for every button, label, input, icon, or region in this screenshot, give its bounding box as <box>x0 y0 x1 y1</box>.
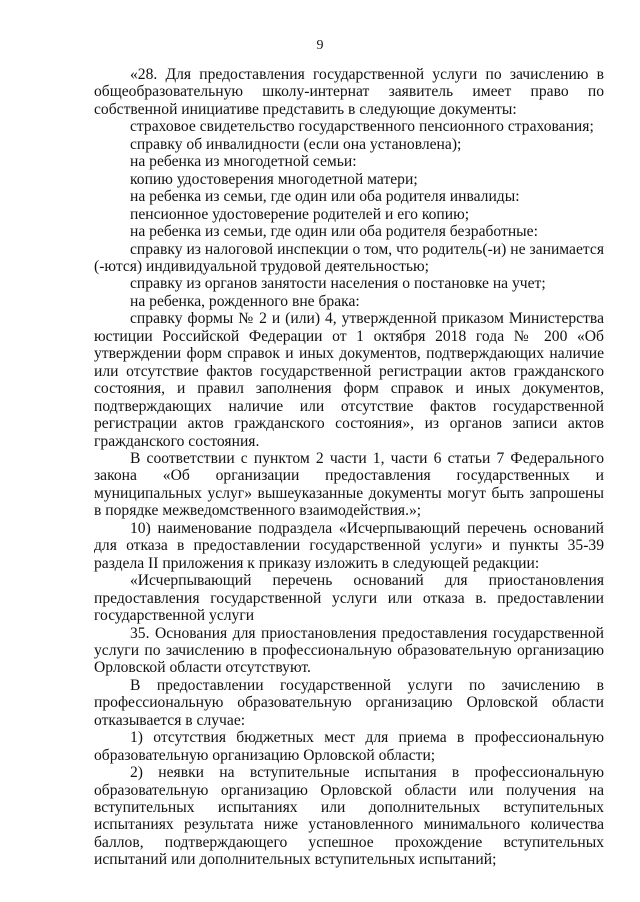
list-item: на ребенка из семьи, где один или оба родителя инвалиды: <box>130 188 520 206</box>
list-item: на ребенка из многодетной семьи: <box>130 153 357 171</box>
paragraph-28: «28. Для предоставления государственной услуги по зачислению в общеобразовательную школу-интернат заявитель имеет право по собственной инициативе представить в следующие документы: <box>94 66 604 118</box>
paragraph-35: 35. Основания для приостановления предоставления государственной услуги по зачислению в профессиональную образовательную организацию Орловской области отсутствуют. <box>94 624 604 677</box>
list-item: на ребенка, рожденного вне брака: <box>130 292 360 310</box>
paragraph: В предоставлении государственной услуги по зачислению в профессиональную образовательную организацию Орловской области отказывается в случае: <box>94 676 604 729</box>
list-item: страховое свидетельство государственного пенсионного страхования; <box>130 118 594 136</box>
list-item: 2) неявки на вступительные испытания в профессиональную образовательную организацию Орловской области или получения на вступительных испытаниях или дополнительных вступительных испытаниях результата ниже установленного минимального количества баллов, подтверждающего успешное прохождение вступительных испытаний или дополнительных вступительных испытаний; <box>94 764 604 869</box>
list-item: 1) отсутствия бюджетных мест для приема в профессиональную образовательную организацию Орловской области; <box>94 729 604 764</box>
list-item: копию удостоверения многодетной матери; <box>130 170 418 188</box>
paragraph: В соответствии с пунктом 2 части 1, части 6 статьи 7 Федерального закона «Об организации предоставления государственных и муниципальных услуг» вышеуказанные документы могут быть запрошены в порядке межведомственного взаимодействия.»; <box>94 449 604 520</box>
list-item: справку формы № 2 и (или) 4, утвержденной приказом Министерства юстиции Российской Федерации от 1 октября 2018 года № 200 «Об утверждении форм справок и иных документов, подтверждающих наличие или отсутствие фактов государственной регистрации актов гражданского состояния, и правил заполнения форм справок и иных документов, подтверждающих наличие или отсутствие фактов государственной регистрации актов гражданского состояния», из органов записи актов гражданского состояния. <box>94 310 604 450</box>
page-number: 9 <box>316 38 324 53</box>
list-item: справку из налоговой инспекции о том, что родитель(-и) не занимается (-ются) индивидуальной трудовой деятельностью; <box>94 240 604 275</box>
list-item: справку из органов занятости населения о постановке на учет; <box>130 275 546 293</box>
paragraph: 10) наименование подраздела «Исчерпывающий перечень оснований для отказа в предоставлении государственной услуги» и пункты 35-39 раздела II приложения к приказу изложить в следующей редакции: <box>94 519 604 572</box>
list-item: справку об инвалидности (если она установлена); <box>130 135 462 153</box>
list-item: пенсионное удостоверение родителей и его копию; <box>130 205 470 223</box>
list-item: на ребенка из семьи, где один или оба родителя безработные: <box>130 223 538 241</box>
document-body <box>94 66 604 869</box>
section-heading: «Исчерпывающий перечень оснований для приостановления предоставления государственной услуги или отказа в. предоставлении государственной услуги <box>94 572 604 625</box>
